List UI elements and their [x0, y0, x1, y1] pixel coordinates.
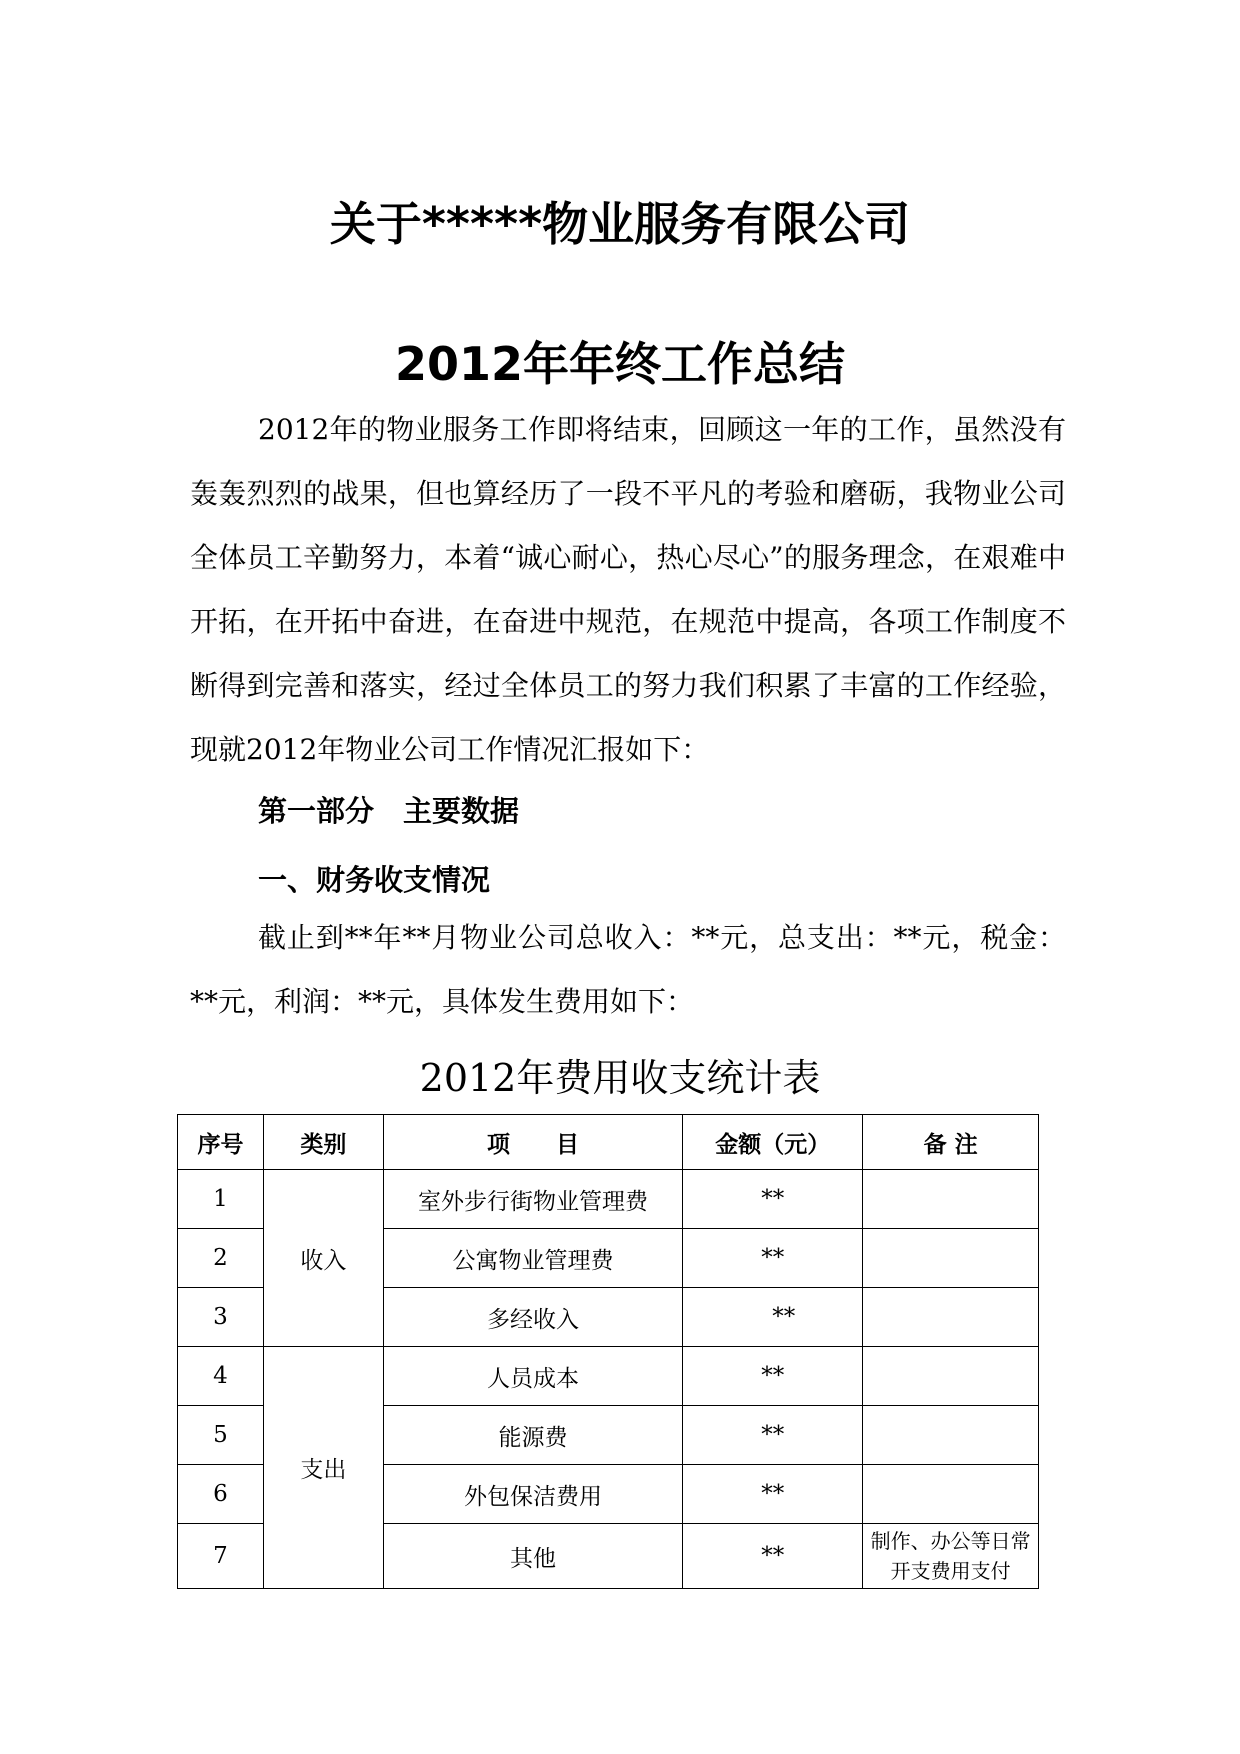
finance-paragraph: 截止到**年**月物业公司总收入：**元，总支出：**元，税金：**元，利润：**元，具体发生费用如下：	[190, 921, 1066, 1018]
row-no: 4	[178, 1347, 264, 1406]
header-note: 备 注	[863, 1115, 1039, 1170]
header-no: 序号	[178, 1115, 264, 1170]
row-no: 2	[178, 1229, 264, 1288]
row-no: 1	[178, 1170, 264, 1229]
part-heading: 第一部分 主要数据	[258, 794, 520, 828]
document-title-line1: 关于*****物业服务有限公司	[329, 197, 911, 251]
row-amount: **	[683, 1347, 863, 1406]
row-item: 室外步行街物业管理费	[383, 1170, 683, 1229]
document-title-line2: 2012年年终工作总结	[394, 337, 846, 391]
row-amount: **	[683, 1406, 863, 1465]
row-no: 6	[178, 1465, 264, 1524]
row-note	[863, 1465, 1039, 1524]
table-row	[178, 1347, 1039, 1406]
intro-paragraph: 2012年的物业服务工作即将结束，回顾这一年的工作，虽然没有轰轰烈烈的战果，但也算经历了一段不平凡的考验和磨砺，我物业公司全体员工辛勤努力，本着“诚心耐心，热心尽心”的服务理念，在艰难中开拓，在开拓中奋进，在奋进中规范，在规范中提高，各项工作制度不断得到完善和落实，经过全体员工的努力我们积累了丰富的工作经验，现就2012年物业公司工作情况汇报如下：	[190, 413, 1066, 766]
row-amount: **	[683, 1229, 863, 1288]
header-amount: 金额（元）	[683, 1115, 863, 1170]
row-item: 能源费	[383, 1406, 683, 1465]
row-amount: **	[683, 1170, 863, 1229]
table-header-row	[178, 1115, 1039, 1170]
table-title: 2012年费用收支统计表	[419, 1056, 821, 1100]
row-note	[863, 1288, 1039, 1347]
row-item: 其他	[383, 1524, 683, 1589]
row-note	[863, 1170, 1039, 1229]
table-row	[178, 1170, 1039, 1229]
header-category: 类别	[263, 1115, 383, 1170]
category-income: 收入	[263, 1170, 383, 1347]
header-item: 项 目	[383, 1115, 683, 1170]
row-note: 制作、办公等日常开支费用支付	[863, 1524, 1039, 1589]
row-item: 人员成本	[383, 1347, 683, 1406]
row-note	[863, 1229, 1039, 1288]
row-note	[863, 1347, 1039, 1406]
row-item: 公寓物业管理费	[383, 1229, 683, 1288]
row-amount: **	[683, 1465, 863, 1524]
row-item: 外包保洁费用	[383, 1465, 683, 1524]
section-heading: 一、财务收支情况	[258, 863, 491, 897]
row-amount: **	[683, 1288, 863, 1347]
row-no: 7	[178, 1524, 264, 1589]
row-note	[863, 1406, 1039, 1465]
expense-statistics-table	[177, 1114, 1039, 1589]
row-amount: **	[683, 1524, 863, 1589]
row-no: 5	[178, 1406, 264, 1465]
row-no: 3	[178, 1288, 264, 1347]
category-expense: 支出	[263, 1347, 383, 1589]
row-item: 多经收入	[383, 1288, 683, 1347]
